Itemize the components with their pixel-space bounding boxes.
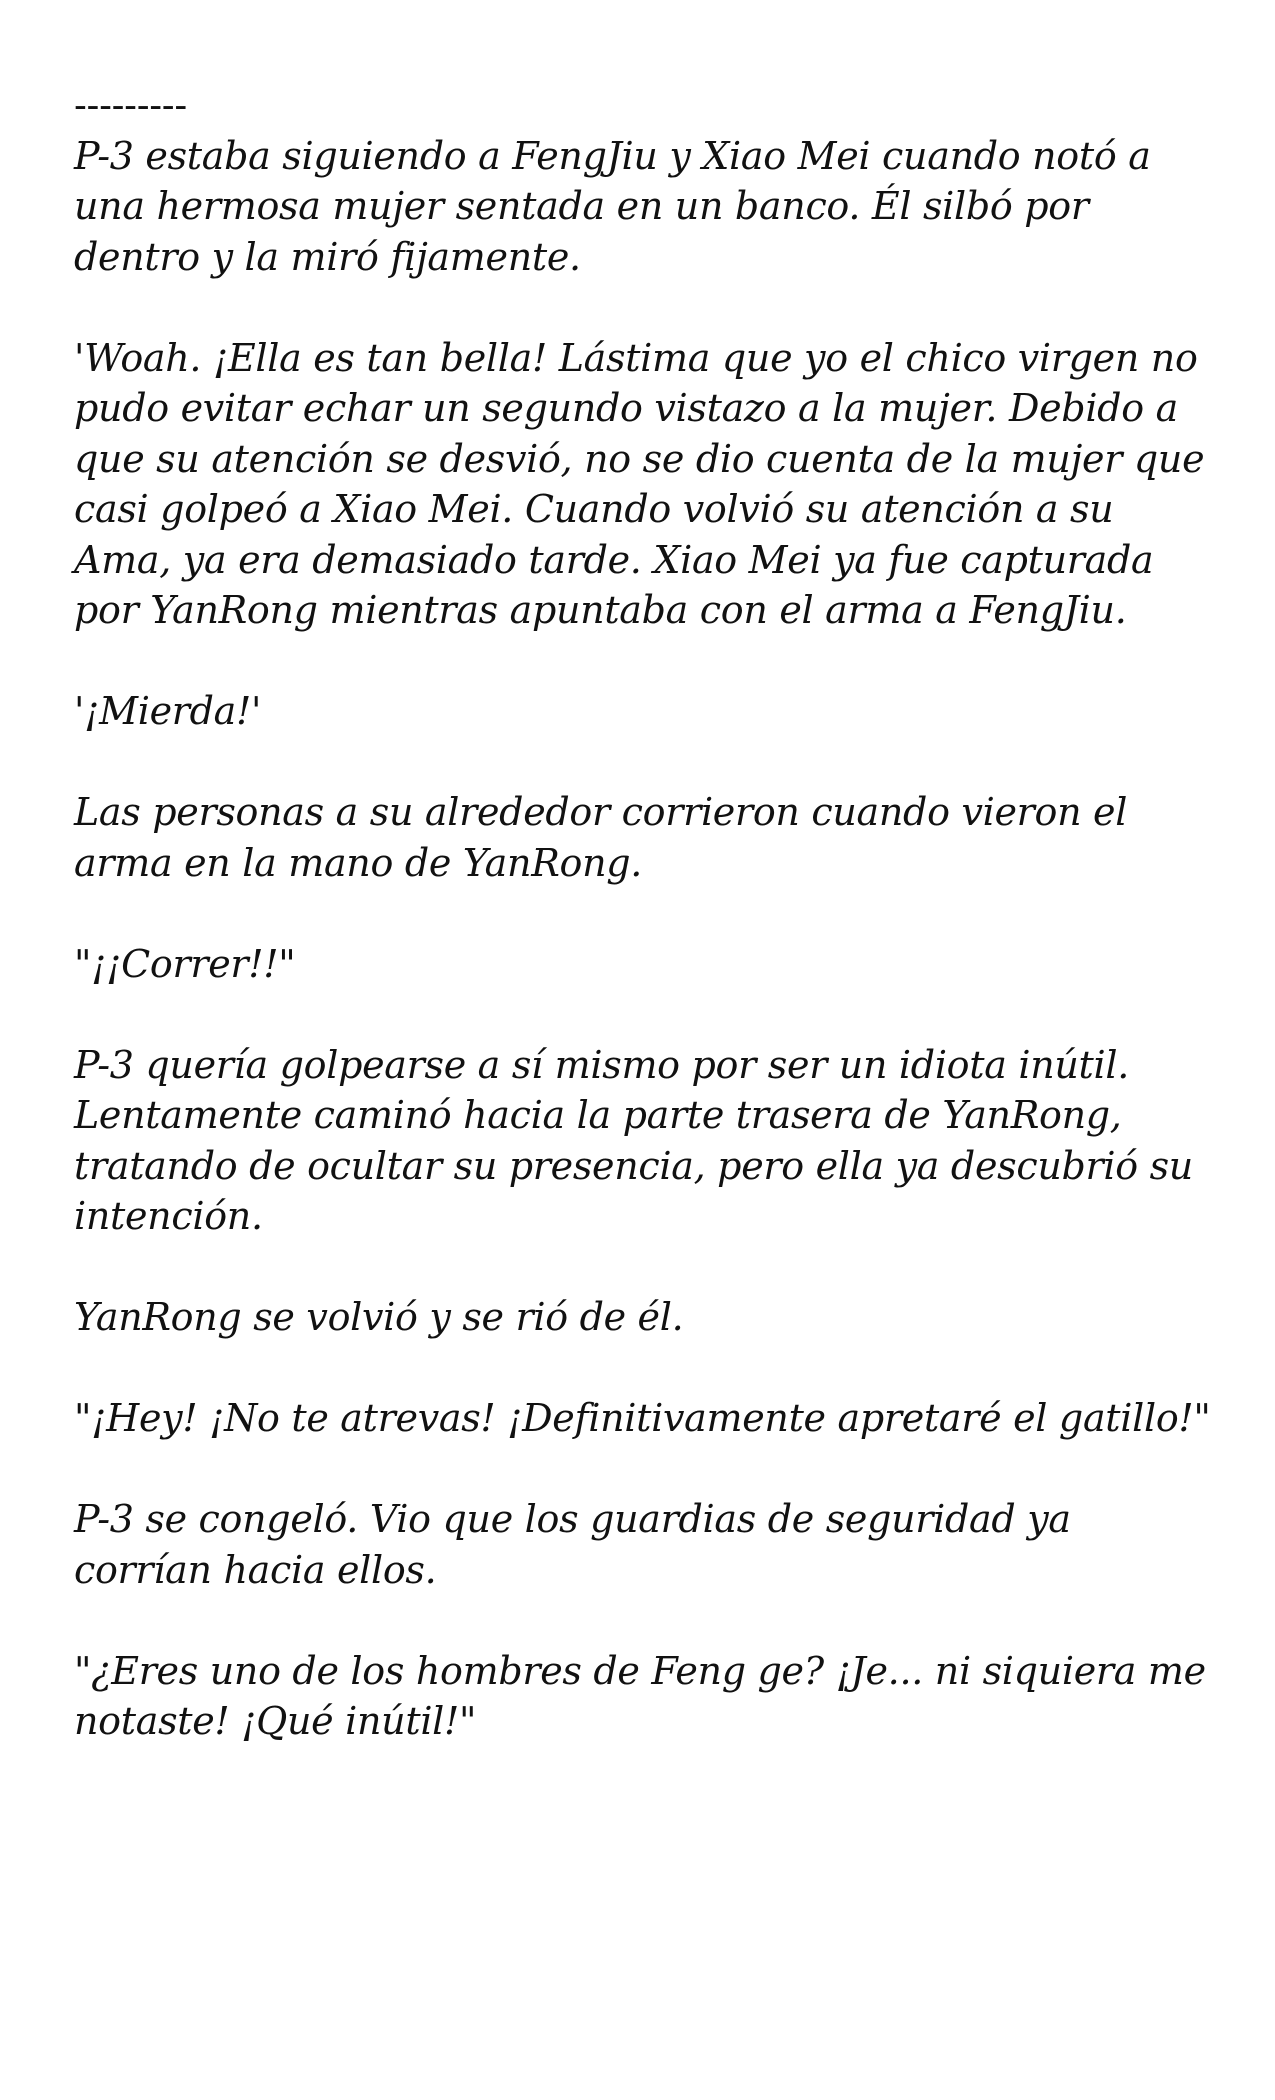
paragraph-4: Las personas a su alrededor corrieron cuando vieron el arma en la mano de YanRong. bbox=[74, 790, 1128, 885]
paragraph-3: '¡Mierda!' bbox=[74, 689, 262, 733]
paragraph-10: "¿Eres uno de los hombres de Feng ge? ¡Je... ni siquiera me notaste! ¡Qué inútil!" bbox=[74, 1648, 1206, 1743]
paragraph-7: YanRong se volvió y se rió de él. bbox=[74, 1295, 684, 1339]
paragraph-5: "¡¡Correr!!" bbox=[74, 941, 296, 986]
paragraph-1: P-3 estaba siguiendo a FengJiu y Xiao Mei cuando notó a una hermosa mujer sentada en un banco. Él silbó por dentro y la miró fijamente. bbox=[74, 133, 1151, 279]
document-page bbox=[74, 80, 1214, 1797]
paragraph-8: "¡Hey! ¡No te atrevas! ¡Definitivamente apretaré el gatillo!" bbox=[74, 1396, 1211, 1440]
paragraph-6: P-3 quería golpearse a sí mismo por ser un idiota inútil. Lentamente caminó hacia la parte trasera de YanRong, tratando de ocultar su presencia, pero ella ya descubrió su intención. bbox=[74, 1042, 1193, 1238]
paragraph-9: P-3 se congeló. Vio que los guardias de seguridad ya corrían hacia ellos. bbox=[74, 1497, 1071, 1592]
scene-divider: --------- bbox=[74, 83, 187, 127]
paragraph-2: 'Woah. ¡Ella es tan bella! Lástima que yo el chico virgen no pudo evitar echar un segundo vistazo a la mujer. Debido a que su atención se desvió, no se dio cuenta de la mujer que casi golpeó a Xiao Mei. Cuando volvió su atención a su Ama, ya era demasiado tarde. Xiao Mei ya fue capturada por YanRong mientras apuntaba con el arma a FengJiu. bbox=[74, 335, 1205, 632]
